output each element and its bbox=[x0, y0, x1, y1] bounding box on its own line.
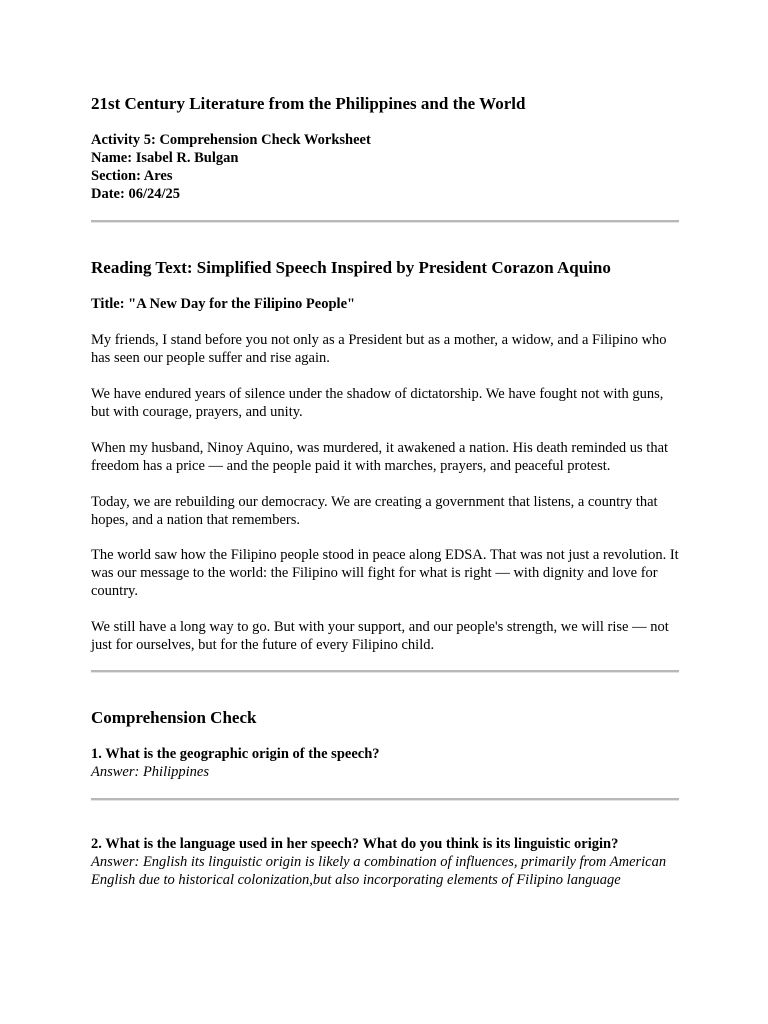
speech-paragraph: My friends, I stand before you not only as a President but as a mother, a widow, and a Filipino who has seen our people suffer and rise again. bbox=[91, 332, 667, 366]
course-title: 21st Century Literature from the Philippines and the World bbox=[91, 94, 526, 113]
divider bbox=[91, 798, 679, 801]
student-section: Section: Ares bbox=[91, 168, 173, 184]
speech-paragraph: When my husband, Ninoy Aquino, was murdered, it awakened a nation. His death reminded us that freedom has a price — and the people paid it with marches, prayers, and peaceful protest. bbox=[91, 440, 669, 474]
answer-1: Answer: Philippines bbox=[91, 764, 210, 780]
worksheet-date: Date: 06/24/25 bbox=[91, 186, 180, 202]
speech-title: Title: "A New Day for the Filipino People" bbox=[91, 296, 356, 312]
speech-paragraph: Today, we are rebuilding our democracy. We are creating a government that listens, a country that hopes, and a nation that remembers. bbox=[91, 494, 658, 528]
speech-paragraph: We still have a long way to go. But with your support, and our people's strength, we will rise — not just for ourselves, but for the future of every Filipino child. bbox=[91, 619, 669, 653]
comprehension-heading: Comprehension Check bbox=[91, 708, 257, 727]
divider bbox=[91, 220, 679, 223]
student-name: Name: Isabel R. Bulgan bbox=[91, 150, 239, 166]
divider bbox=[91, 670, 679, 673]
speech-paragraph: The world saw how the Filipino people stood in peace along EDSA. That was not just a revolution. It was our message to the world: the Filipino will fight for what is right — with dignity and love for country. bbox=[91, 547, 679, 599]
activity-label: Activity 5: Comprehension Check Worksheet bbox=[91, 132, 371, 148]
question-2: 2. What is the language used in her speech? What do you think is its linguistic origin? bbox=[91, 836, 619, 852]
speech-paragraph: We have endured years of silence under the shadow of dictatorship. We have fought not with guns, but with courage, prayers, and unity. bbox=[91, 386, 664, 420]
question-1: 1. What is the geographic origin of the speech? bbox=[91, 746, 380, 762]
answer-2: Answer: English its linguistic origin is likely a combination of influences, primarily from American English due to historical colonization,but also incorporating elements of Filipino language bbox=[91, 854, 667, 888]
reading-heading: Reading Text: Simplified Speech Inspired by President Corazon Aquino bbox=[91, 258, 611, 277]
